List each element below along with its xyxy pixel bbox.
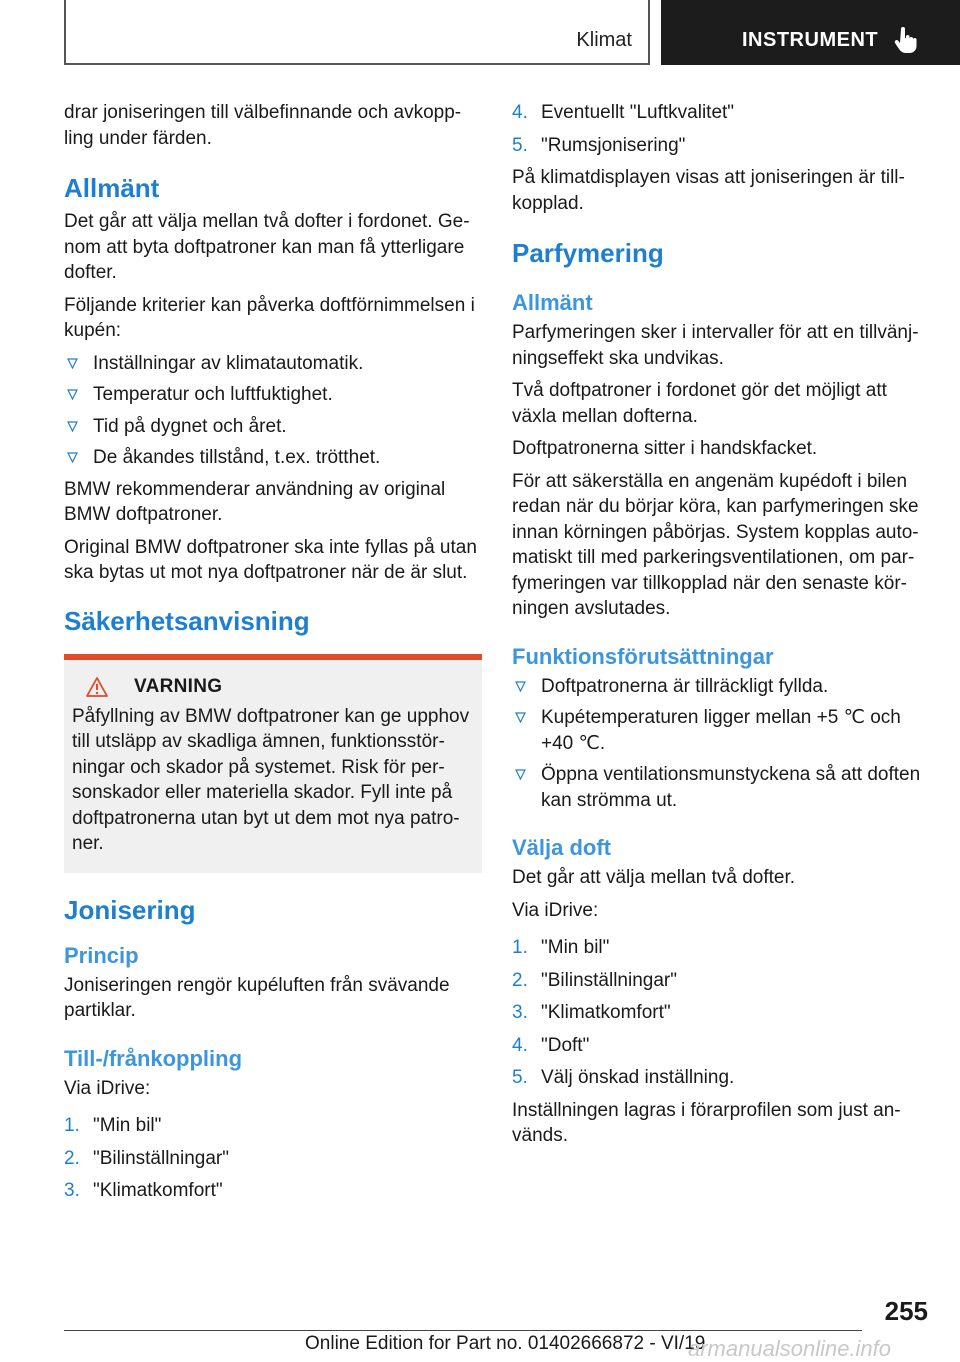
triangle-bullet-icon [515, 712, 526, 723]
intro-paragraph: drar joniseringen till välbefinnande och avkopp-ling under färden. [64, 102, 462, 149]
triangle-bullet-icon [67, 452, 78, 463]
step-item [512, 968, 932, 994]
heading-allmant-right: Allmänt [512, 290, 593, 315]
warning-header [86, 676, 474, 698]
right-steps-list [512, 100, 932, 158]
step-text: "Klimatkomfort" [93, 1180, 223, 1201]
step-text: "Min bil" [541, 937, 610, 958]
allmant-paragraph-2: Följande kriterier kan påverka doftförnimmelsen i kupén: [64, 294, 475, 341]
triangle-bullet-icon [515, 681, 526, 692]
right-steps2-list [512, 935, 932, 1091]
step-text: "Klimatkomfort" [541, 1002, 671, 1023]
step-item [512, 1065, 932, 1091]
allmant-paragraph-1: Det går att välja mellan två dofter i fordonet. Ge-nom att byta doftpatroner kan man få ytterligare dofter. [64, 211, 470, 283]
via-idrive-left: Via iDrive: [64, 1077, 151, 1099]
heading-funktion: Funktionsförutsättningar [512, 643, 774, 669]
bullet-item [512, 762, 932, 813]
parf-paragraph-1: Parfymeringen sker i intervaller för att en tillvänj-ningseffekt ska undvikas. [512, 322, 919, 369]
step-text: "Doft" [541, 1034, 590, 1056]
heading-tillfran: Till-/frånkoppling [64, 1045, 243, 1071]
bullet-text: Kupétemperaturen ligger mellan +5 ℃ och +40 ℃. [541, 707, 901, 754]
pointing-hand-icon [893, 27, 917, 53]
step-text: "Bilinställningar" [93, 1147, 229, 1169]
valja-paragraph: Det går att välja mellan två dofter. [512, 867, 796, 888]
heading-safety: Säkerhetsanvisning [64, 605, 310, 636]
allmant-paragraph-4: Original BMW doftpatroner ska inte fyllas på utan ska bytas ut mot nya doftpatroner när de är slut. [64, 536, 477, 583]
left-column [64, 100, 482, 1211]
display-text: På klimatdisplayen visas att joniseringen är till-kopplad. [512, 167, 905, 214]
step-text: "Bilinställningar" [541, 969, 677, 991]
allmant-paragraph-3: BMW rekommenderar användning av original BMW doftpatroner. [64, 478, 446, 525]
heading-princip: Princip [64, 942, 139, 968]
step-item [64, 1113, 482, 1139]
step-number: 4. [512, 102, 528, 123]
footer-edition: Online Edition for Part no. 01402666872 - VI/19 [305, 1333, 706, 1354]
bullet-item [512, 705, 932, 756]
warning-title: VARNING [134, 675, 223, 697]
step-text: Eventuellt "Luftkvalitet" [541, 102, 735, 123]
left-steps-list [64, 1113, 482, 1204]
step-number: 3. [512, 1002, 528, 1023]
parf-paragraph-3: Doftpatronerna sitter i handskfacket. [512, 438, 818, 459]
bullet-text: Inställningar av klimatautomatik. [93, 352, 364, 374]
bullet-text: Tid på dygnet och året. [93, 415, 287, 437]
bullet-item [64, 351, 482, 377]
triangle-bullet-icon [67, 421, 78, 432]
princip-text: Joniseringen rengör kupéluften från svävande partiklar. [64, 974, 450, 1021]
bullet-item [64, 414, 482, 440]
step-number: 2. [64, 1147, 80, 1169]
via-idrive-right: Via iDrive: [512, 899, 599, 921]
bullet-text: De åkandes tillstånd, t.ex. trötthet. [93, 447, 381, 468]
step-number: 1. [512, 937, 528, 958]
saved-text: Inställningen lagras i förarprofilen som just an-vänds. [512, 1099, 901, 1146]
step-text: Välj önskad inställning. [541, 1067, 735, 1088]
bullet-text: Doftpatronerna är tillräckligt fyllda. [541, 675, 829, 697]
header-section-title: Klimat [576, 29, 632, 51]
step-item [512, 100, 932, 126]
step-number: 3. [64, 1180, 80, 1201]
step-item [512, 1000, 932, 1026]
parf-paragraph-2: Två doftpatroner i fordonet gör det möjligt att växla mellan dofterna. [512, 380, 887, 427]
triangle-bullet-icon [515, 769, 526, 780]
triangle-bullet-icon [67, 389, 78, 400]
parf-paragraph-4: För att säkerställa en angenäm kupédoft i bilen redan när du börjar köra, kan parfymeringen ske innan körningen påbörjas. System kopplas auto-matiskt till med parkeringsventilationen, om par-fymeringen var tillkopplad när den senaste kör-ningen avslutades. [512, 470, 919, 619]
triangle-bullet-icon [67, 358, 78, 369]
bullet-text: Temperatur och luftfuktighet. [93, 384, 333, 405]
header-chapter-tab [661, 0, 960, 65]
header-section-box [64, 0, 650, 65]
step-item [512, 1033, 932, 1059]
step-item [512, 935, 932, 961]
step-number: 5. [512, 134, 528, 156]
warning-triangle-icon [86, 677, 108, 697]
page-number: 255 [884, 1296, 928, 1326]
footer-watermark: armanualsonline.info [688, 1336, 892, 1361]
right-column [512, 100, 932, 1156]
heading-jonisering: Jonisering [64, 894, 196, 925]
step-number: 4. [512, 1034, 528, 1056]
warning-text: Påfyllning av BMW doftpatroner kan ge upphov till utsläpp av skadliga ämnen, funktionsstör-ningar och skador på systemet. Risk för per-sonskador eller materiella skador. Fyll inte på doftpatronerna utan byt ut dem mot nya patro-ner. [72, 705, 470, 854]
conditions-list [512, 674, 932, 814]
step-item [64, 1146, 482, 1172]
heading-valja-doft: Välja doft [512, 835, 612, 860]
step-item [64, 1178, 482, 1204]
footer-divider [64, 1330, 862, 1331]
step-item [512, 133, 932, 159]
bullet-item [64, 445, 482, 471]
heading-allmant: Allmänt [64, 173, 160, 203]
bullet-text: Öppna ventilationsmunstyckena så att doften kan strömma ut. [541, 764, 921, 811]
bullet-item [512, 674, 932, 700]
criteria-list [64, 351, 482, 471]
step-number: 1. [64, 1115, 80, 1136]
step-number: 2. [512, 969, 528, 991]
bullet-item [64, 382, 482, 408]
step-text: "Min bil" [93, 1115, 162, 1136]
step-number: 5. [512, 1067, 528, 1088]
heading-parfymering: Parfymering [512, 238, 664, 268]
warning-box [64, 654, 482, 873]
header-chapter-label: INSTRUMENT [742, 29, 879, 51]
step-text: "Rumsjonisering" [541, 134, 686, 156]
